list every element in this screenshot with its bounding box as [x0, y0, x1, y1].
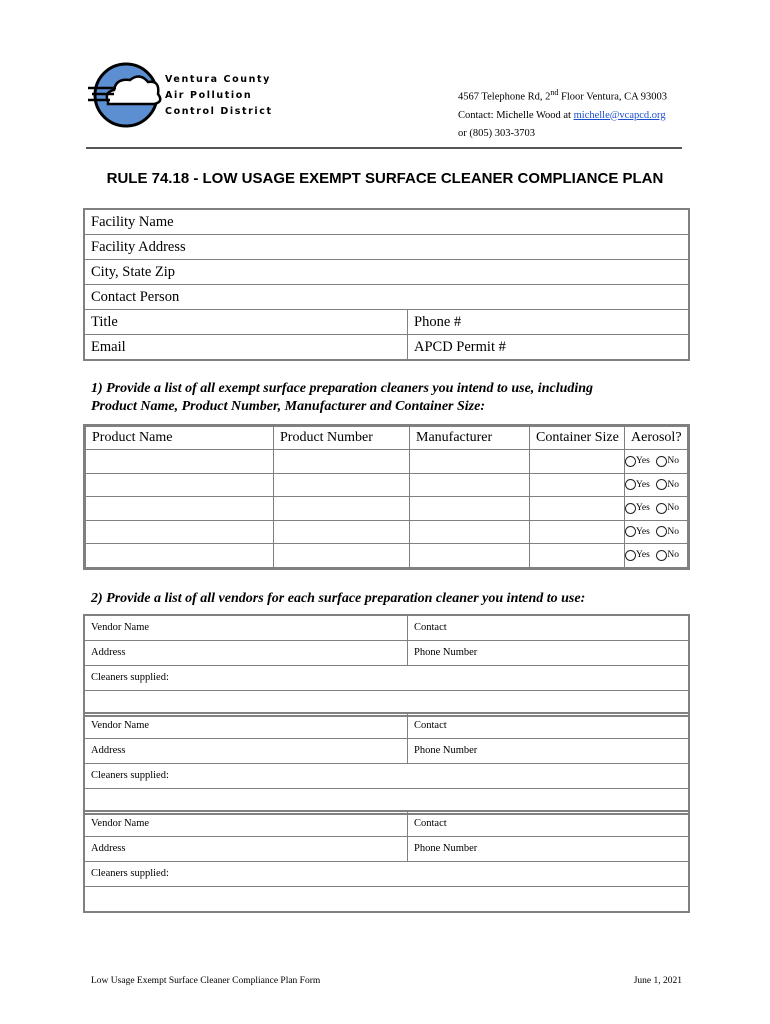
manufacturer-cell[interactable] — [410, 520, 530, 544]
product-number-cell[interactable] — [274, 544, 410, 568]
product-number-cell[interactable] — [274, 520, 410, 544]
cleaners-supplied-label: Cleaners supplied: — [91, 770, 169, 781]
product-row — [86, 473, 688, 497]
container-size-cell[interactable] — [530, 544, 625, 568]
vendor-phone-field[interactable]: Phone Number — [414, 647, 478, 658]
footer-form-name: Low Usage Exempt Surface Cleaner Compliance Plan Form — [91, 976, 321, 986]
facility-name-field[interactable]: Facility Name — [91, 214, 174, 230]
aerosol-no-radio[interactable] — [656, 456, 667, 467]
vendor-contact-field[interactable]: Contact — [414, 622, 447, 633]
col-container-size: Container Size — [530, 427, 625, 450]
product-number-cell[interactable] — [274, 450, 410, 474]
product-row — [86, 450, 688, 474]
title-field[interactable]: Title — [85, 310, 408, 334]
product-row — [86, 520, 688, 544]
vendor-block — [83, 614, 690, 717]
product-name-cell[interactable] — [86, 520, 274, 544]
product-name-cell[interactable] — [86, 473, 274, 497]
facility-address-field[interactable]: Facility Address — [91, 239, 186, 255]
aerosol-no-radio[interactable] — [656, 526, 667, 537]
district-address: 4567 Telephone Rd, 2nd Floor Ventura, CA 93003 Contact: Michelle Wood at michelle@vcapcd.org or (805) 303-3703 — [458, 88, 668, 139]
org-name: Ventura County Air Pollution Control District — [165, 74, 273, 117]
aerosol-no-radio[interactable] — [656, 550, 667, 561]
aerosol-cell: Yes No — [625, 473, 688, 497]
aerosol-yes-radio[interactable] — [625, 503, 636, 514]
vendor-address-field[interactable]: Address — [85, 739, 408, 763]
apcd-permit-field[interactable]: APCD Permit # — [414, 339, 506, 355]
col-manufacturer: Manufacturer — [410, 427, 530, 450]
vendor-block — [83, 810, 690, 913]
col-aerosol: Aerosol? — [625, 427, 688, 450]
container-size-cell[interactable] — [530, 473, 625, 497]
product-number-cell[interactable] — [274, 473, 410, 497]
header-divider — [86, 147, 682, 149]
vendor-phone-field[interactable]: Phone Number — [414, 745, 478, 756]
cleaners-supplied-label: Cleaners supplied: — [91, 868, 169, 879]
aerosol-cell: Yes No — [625, 544, 688, 568]
container-size-cell[interactable] — [530, 497, 625, 521]
manufacturer-cell[interactable] — [410, 450, 530, 474]
email-field[interactable]: Email — [85, 335, 408, 359]
vendor-contact-field[interactable]: Contact — [414, 720, 447, 731]
footer-date: June 1, 2021 — [633, 976, 682, 986]
vendor-name-field[interactable]: Vendor Name — [85, 812, 408, 836]
vendor-name-field[interactable]: Vendor Name — [85, 616, 408, 640]
products-table — [83, 424, 690, 570]
section1-heading: 1) Provide a list of all exempt surface preparation cleaners you intend to use, including Product Name, Product Number, Manufacturer and Container Size: — [91, 381, 594, 414]
aerosol-cell: Yes No — [625, 520, 688, 544]
vendor-phone-field[interactable]: Phone Number — [414, 843, 478, 854]
city-state-zip-field[interactable]: City, State Zip — [91, 264, 176, 280]
vendor-contact-field[interactable]: Contact — [414, 818, 447, 829]
cleaners-supplied-label: Cleaners supplied: — [91, 672, 169, 683]
vendor-address-field[interactable]: Address — [85, 837, 408, 861]
manufacturer-cell[interactable] — [410, 473, 530, 497]
manufacturer-cell[interactable] — [410, 544, 530, 568]
aerosol-yes-radio[interactable] — [625, 456, 636, 467]
container-size-cell[interactable] — [530, 450, 625, 474]
aerosol-no-radio[interactable] — [656, 479, 667, 490]
product-name-cell[interactable] — [86, 497, 274, 521]
col-product-name: Product Name — [86, 427, 274, 450]
vendor-block — [83, 712, 690, 815]
phone-field[interactable]: Phone # — [414, 314, 462, 330]
products-header-row — [86, 427, 688, 450]
page-title: RULE 74.18 - LOW USAGE EXEMPT SURFACE CLEANER COMPLIANCE PLAN — [106, 170, 664, 187]
aerosol-yes-radio[interactable] — [625, 479, 636, 490]
manufacturer-cell[interactable] — [410, 497, 530, 521]
vendor-name-field[interactable]: Vendor Name — [85, 714, 408, 738]
vendor-address-field[interactable]: Address — [85, 641, 408, 665]
product-number-cell[interactable] — [274, 497, 410, 521]
aerosol-yes-radio[interactable] — [625, 526, 636, 537]
aerosol-cell: Yes No — [625, 450, 688, 474]
product-name-cell[interactable] — [86, 450, 274, 474]
aerosol-cell: Yes No — [625, 497, 688, 521]
product-row — [86, 497, 688, 521]
facility-info-table — [83, 208, 690, 361]
contact-email-link[interactable]: michelle@vcapcd.org — [573, 109, 666, 121]
product-row — [86, 544, 688, 568]
cleaners-supplied-field[interactable] — [85, 887, 688, 911]
aerosol-no-radio[interactable] — [656, 503, 667, 514]
product-name-cell[interactable] — [86, 544, 274, 568]
container-size-cell[interactable] — [530, 520, 625, 544]
col-product-number: Product Number — [274, 427, 410, 450]
aerosol-yes-radio[interactable] — [625, 550, 636, 561]
section2-heading: 2) Provide a list of all vendors for each surface preparation cleaner you intend to use: — [91, 591, 586, 606]
contact-person-field[interactable]: Contact Person — [91, 289, 180, 305]
